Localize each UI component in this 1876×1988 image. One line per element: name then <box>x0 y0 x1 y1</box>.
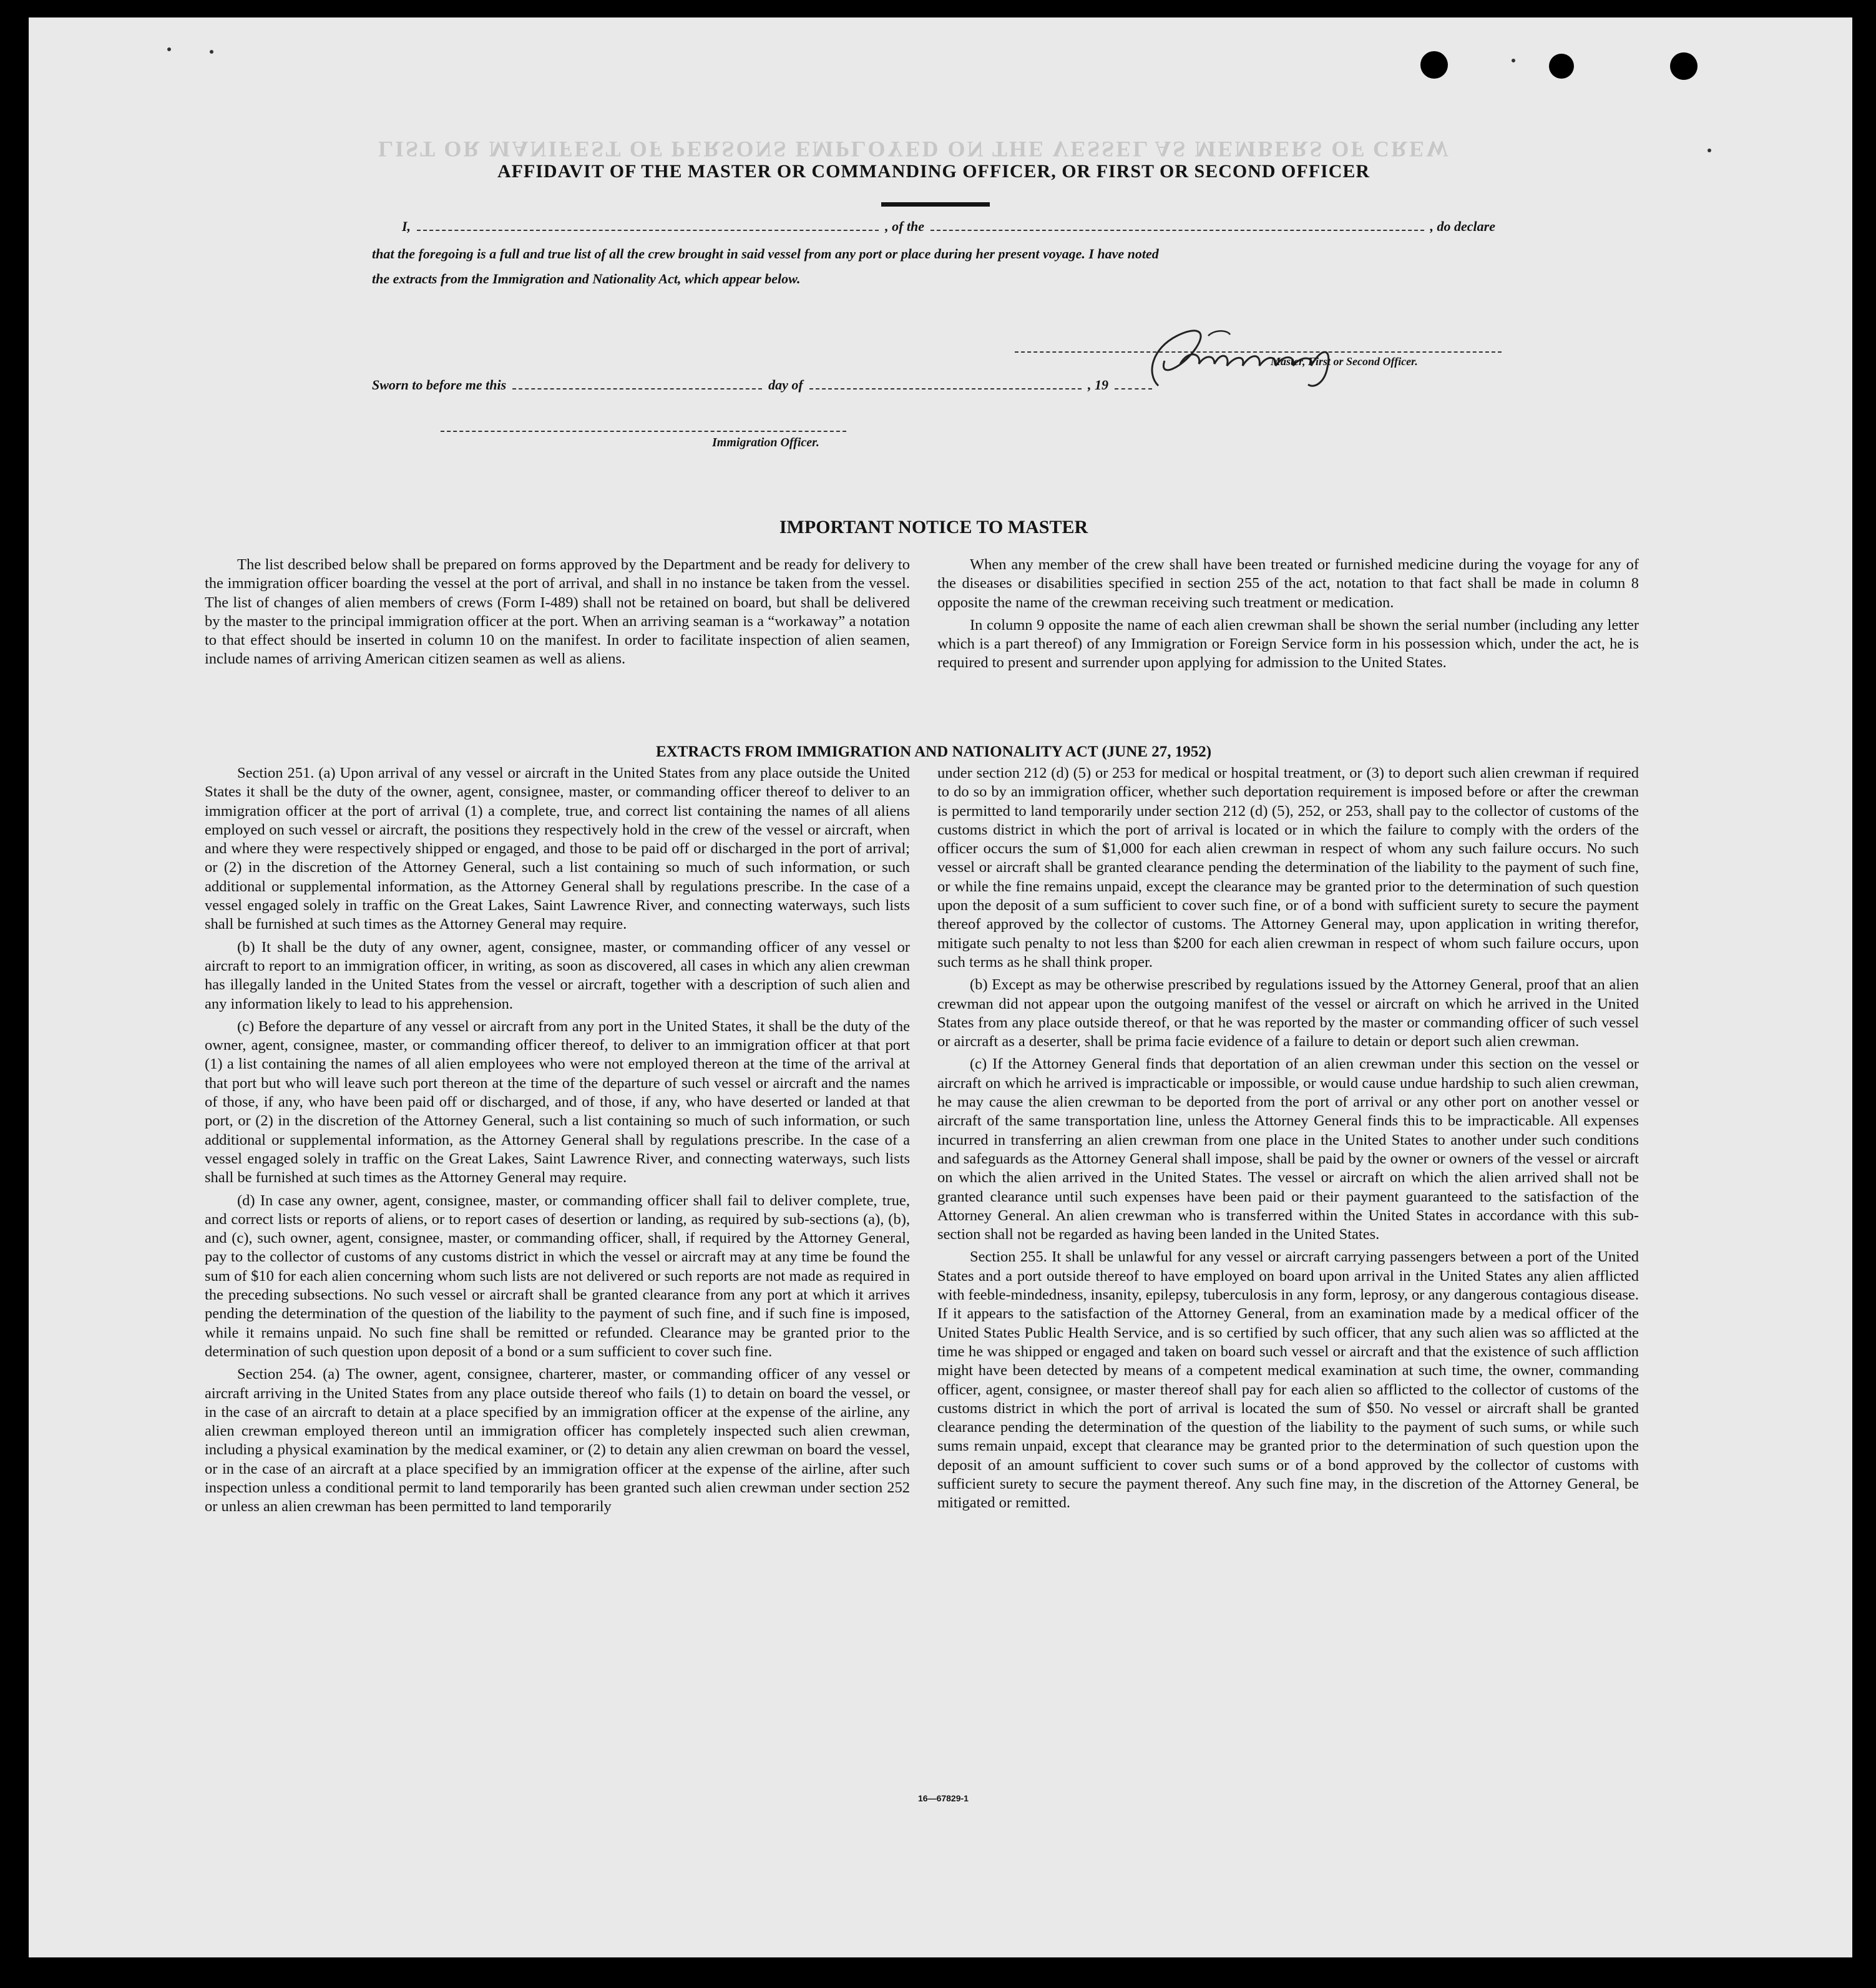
notice-right-column <box>937 556 1639 677</box>
declaration-line <box>372 218 1495 235</box>
document-page <box>29 17 1852 1957</box>
sworn-year-field[interactable] <box>1115 388 1152 389</box>
signature-label: Master, First or Second Officer. <box>1271 355 1418 368</box>
form-number: 16—67829-1 <box>918 1793 969 1803</box>
affidavit-title: AFFIDAVIT OF THE MASTER OR COMMANDING OFFICER, OR FIRST OR SECOND OFFICER <box>497 161 1370 182</box>
name-field[interactable] <box>417 230 879 231</box>
declaration-do-declare: , do declare <box>1430 218 1495 234</box>
declaration-i: I, <box>402 218 411 234</box>
notice-paragraph: The list described below shall be prepared on forms approved by the Department and be ready for delivery to the immigration officer boarding the vessel at the port of arrival, and shall in no instance be taken from the vessel. The list of changes of alien members of crews (Form I-489) shall not be retained on board, but shall be delivered by the master to the principal immigration officer at the port. When an arriving seaman is a “workaway” a notation to that effect should be inserted in column 10 on the manifest. In order to facilitate inspection of alien seamen, include names of arriving American citizen seamen as well as aliens. <box>205 556 910 668</box>
punch-hole <box>1670 52 1698 80</box>
extracts-title: EXTRACTS FROM IMMIGRATION AND NATIONALITY ACT (JUNE 27, 1952) <box>655 743 1212 760</box>
section-paragraph: (d) In case any owner, agent, consignee, master, or commanding officer shall fail to deliver complete, true, and correct lists or reports of aliens, or to report cases of desertion or landing, as required by sub-sections (a), (b), and (c), such owner, agent, consignee, master, or commanding officer, shall, if required by the Attorney General, pay to the collector of customs of any customs district in which the vessel or aircraft may at any time be found the sum of $10 for each alien concerning whom such lists are not delivered or such reports are not made as required in the preceding subsections. No such vessel or aircraft shall be granted clearance from any port at which it arrives pending the determination of the question of the liability to the payment of such fine, and if such fine is imposed, while it remains unpaid. No such fine shall be remitted or refunded. Clearance may be granted prior to the determination of such question upon deposit of a bond or a sum sufficient to cover such fine. <box>205 1192 910 1360</box>
notice-paragraph: When any member of the crew shall have been treated or furnished medicine during the voyage for any of the diseases or disabilities specified in section 255 of the act, notation to that fact shall be made in column 8 opposite the name of the crewman receiving such treatment or medication. <box>937 556 1639 611</box>
sworn-month-field[interactable] <box>809 388 1082 389</box>
declaration-of-the: , of the <box>885 218 925 234</box>
notice-title: IMPORTANT NOTICE TO MASTER <box>779 517 1088 537</box>
dust-speck <box>167 47 171 51</box>
sworn-day-field[interactable] <box>512 388 762 389</box>
section-paragraph: (b) It shall be the duty of any owner, agent, consignee, master, or commanding officer of any vessel or aircraft to report to an immigration officer, in writing, as soon as discovered, all cases in which any alien crewman has illegally landed in the United States from the vessel or aircraft, together with a description of such alien and any information likely to lead to his apprehension. <box>205 938 910 1012</box>
section-paragraph: Section 251. (a) Upon arrival of any vessel or aircraft in the United States from any place outside the United States it shall be the duty of the owner, agent, consignee, master, or commanding officer thereof to deliver to an immigration officer at the port of arrival (1) a complete, true, and correct list containing the names of all aliens employed on such vessel or aircraft, the positions they respectively hold in the crew of the vessel or aircraft, when and where they were respectively shipped or engaged, and those to be paid off or discharged in the port of arrival; or (2) in the discretion of the Attorney General, such a list containing so much of such information, or such additional or supplemental information, as the Attorney General shall by regulations prescribe. In the case of a vessel engaged solely in traffic on the Great Lakes, Saint Lawrence River, and connecting waterways, such lists shall be furnished at such times as the Attorney General may require. <box>205 765 910 933</box>
punch-hole <box>1420 51 1448 79</box>
section-paragraph: Section 255. It shall be unlawful for any vessel or aircraft carrying passengers between a port of the United States and a port outside thereof to have employed on board upon arrival in the United States any alien afflicted with feeble-mindedness, insanity, epilepsy, tuberculosis in any form, leprosy, or any dangerous contagious disease. If it appears to the satisfaction of the Attorney General, from an examination made by a medical officer of the United States Public Health Service, and is so certified by such officer, that any such alien was so afflicted at the time he was shipped or engaged and taken on board such vessel or aircraft and that the existence of such affliction might have been detected by means of a competent medical examination at such time, the owner, commanding officer, agent, consignee, or master thereof shall pay for each alien so afflicted to the collector of customs of the customs district in which the port of arrival is located the sum of $50. No vessel or aircraft shall be granted clearance pending the determination of the question of the liability to the payment of such sums, or while such sums remain unpaid, except that clearance may be granted prior to the determination of such question upon the deposit of an amount sufficient to cover such sums or of a bond approved by the collector of customs with sufficient surety to secure the payment thereof. Any such fine may, in the discretion of the Attorney General, be mitigated or remitted. <box>937 1248 1639 1512</box>
declaration-text: that the foregoing is a full and true list of all the crew brought in said vessel from any port or place during her present voyage. I have noted <box>372 246 1159 262</box>
dust-speck <box>210 50 213 54</box>
immigration-officer-field[interactable] <box>441 431 846 432</box>
sworn-text: Sworn to before me this <box>372 377 507 393</box>
vessel-field[interactable] <box>931 230 1424 231</box>
handwritten-signature <box>1121 311 1383 398</box>
notice-paragraph: In column 9 opposite the name of each alien crewman shall be shown the serial number (including any letter which is a part thereof) of any Immigration or Foreign Service form in his possession which, under the act, he is required to present and surrender upon applying for admission to the United States. <box>937 616 1639 672</box>
section-paragraph: (c) If the Attorney General finds that deportation of an alien crewman under this section on the vessel or aircraft on which he arrived is impracticable or impossible, or would cause undue hardship to such alien crewman, he may cause the alien crewman to be deported from the port of arrival or any other port on another vessel or aircraft of the same transportation line, unless the Attorney General finds this to be impracticable. All expenses incurred in transferring an alien crewman from one place in the United States to another under such conditions and safeguards as the Attorney General shall impose, shall be paid by the owner or owners of the vessel or aircraft on which the alien arrived in the United States. The vessel or aircraft on which the alien arrived shall not be granted clearance until such expenses have been paid or their payment guaranteed to the satisfaction of the Attorney General. An alien crewman who is transferred within the United States in accordance with this sub-section shall not be regarded as having been landed in the United States. <box>937 1055 1639 1243</box>
bleed-through-text: LIST OR MANIFEST OF PERSONS EMPLOYED ON THE VESSEL AS MEMBERS OF CREW <box>378 137 1450 162</box>
extracts-right-column <box>937 764 1639 1517</box>
section-paragraph: (b) Except as may be otherwise prescribed by regulations issued by the Attorney General, proof that an alien crewman did not appear upon the outgoing manifest of the vessel or aircraft on which he arrived in the United States from any place outside thereof, or that he was reported by the master or commanding officer of such vessel or aircraft as a deserter, shall be prima facie evidence of a failure to detain or deport such alien crewman. <box>937 976 1639 1050</box>
section-paragraph: under section 212 (d) (5) or 253 for medical or hospital treatment, or (3) to deport such alien crewman if required to do so by an immigration officer, whether such deportation requirement is imposed before or after the crewman is permitted to land temporarily under section 212 (d) (5), 252, or 253, shall pay to the collector of customs of the customs district in which the port of arrival is located or in which the failure to comply with the orders of the officer occurs the sum of $1,000 for each alien crewman in respect of whom any such failure occurs. No such vessel or aircraft shall be granted clearance pending the determination of the liability to the payment of such fine, or while the fine remains unpaid, except the clearance may be granted prior to the determination of such question upon the deposit of a sum sufficient to cover such fine, or of a bond with sufficient surety to secure the payment thereof approved by the collector of customs. The Attorney General may, upon application in writing therefor, mitigate such penalty to not less than $200 for each alien crewman in respect of whom such failure occurs, upon such terms as he shall think proper. <box>937 765 1639 971</box>
title-rule <box>881 202 990 207</box>
extracts-left-column <box>205 764 910 1520</box>
dust-speck <box>1512 59 1515 62</box>
immigration-officer-label: Immigration Officer. <box>712 436 819 449</box>
sworn-year-prefix: , 19 <box>1088 377 1108 393</box>
sworn-line <box>372 377 1158 393</box>
notice-left-column <box>205 556 910 673</box>
section-paragraph: Section 254. (a) The owner, agent, consignee, charterer, master, or commanding officer of any vessel or aircraft arriving in the United States from any place outside thereof who fails (1) to detain on board the vessel, or in the case of an aircraft to detain at a place specified by an immigration officer at the expense of the airline, any alien crewman employed thereon until an immigration officer has completely inspected such alien crewman, including a physical examination by the medical examiner, or (2) to detain any alien crewman on board the vessel, or in the case of an aircraft at a place specified by an immigration officer at the expense of the airline, after such inspection unless a conditional permit to land temporarily has been granted such alien crewman under section 252 or unless an alien crewman has been permitted to land temporarily <box>205 1366 910 1515</box>
sworn-day-of: day of <box>768 377 803 393</box>
punch-hole <box>1549 54 1574 79</box>
section-paragraph: (c) Before the departure of any vessel or aircraft from any port in the United States, it shall be the duty of the owner, agent, consignee, master, or commanding officer thereof, to deliver to an immigration officer at that port (1) a list containing the names of all alien employees who were not employed thereon at the time of the arrival at that port but who will leave such port thereon at the time of the departure of such vessel or aircraft and the names of those, if any, who have been paid off or discharged, and of those, if any, who have deserted or landed at that port, or (2) in the discretion of the Attorney General, such a list containing so much of such information, or such additional or supplemental information, as the Attorney General shall by regulations prescribe. In the case of a vessel engaged solely in traffic on the Great Lakes, Saint Lawrence River, and connecting waterways, such lists shall be furnished at such times as the Attorney General may require. <box>205 1017 910 1187</box>
declaration-text-2: the extracts from the Immigration and Nationality Act, which appear below. <box>372 271 801 286</box>
